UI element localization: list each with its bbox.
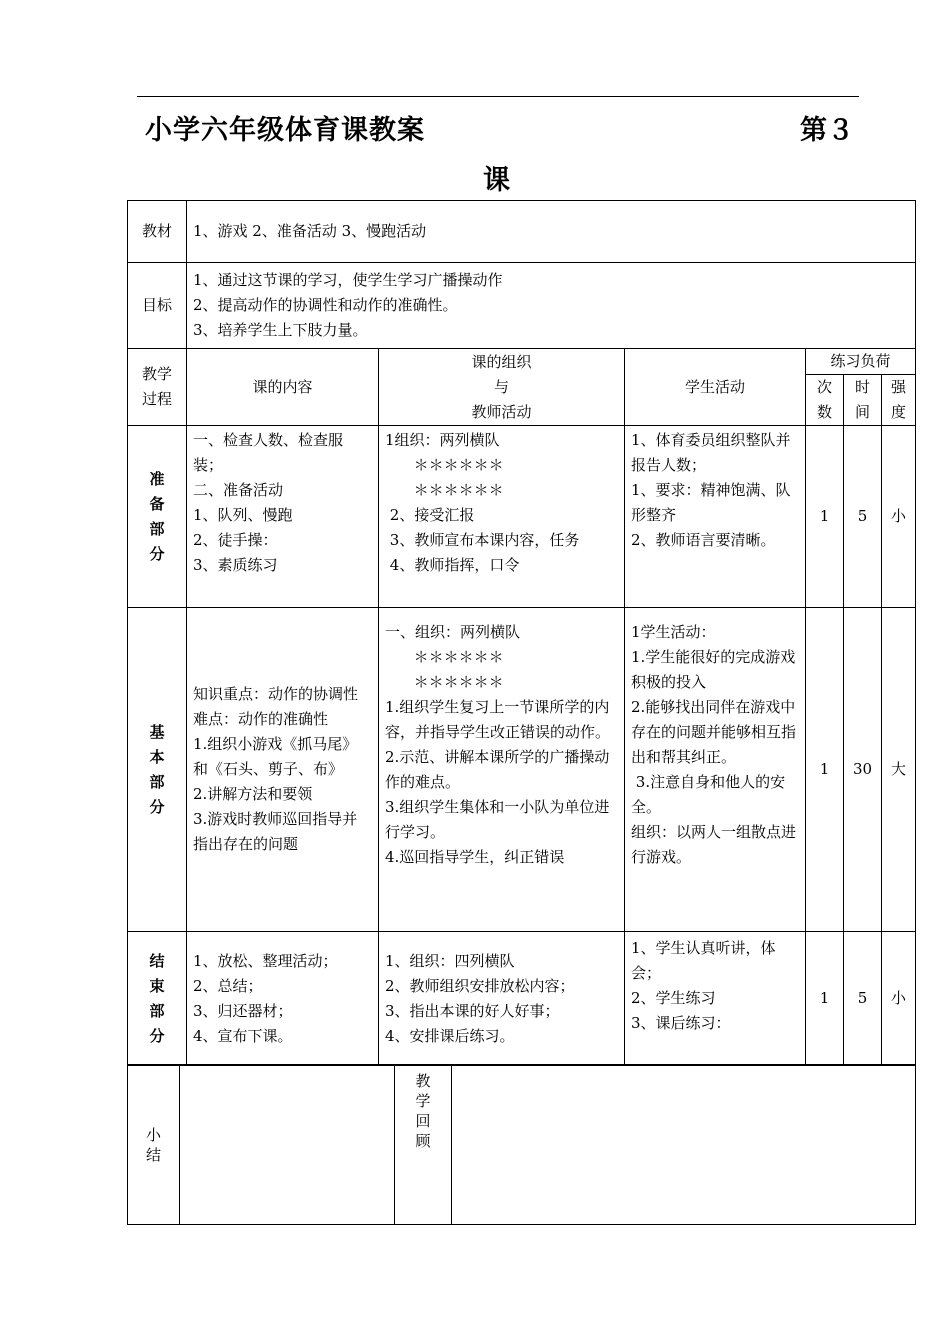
- content-header: 课的内容: [187, 349, 379, 426]
- times-header: 次数: [806, 375, 844, 426]
- section-closing-label: 结束部分: [128, 932, 187, 1066]
- load-header: 练习负荷: [806, 349, 916, 375]
- lesson-unit: 课: [483, 165, 510, 196]
- materials-label: 教材: [128, 201, 187, 263]
- closing-duration: 5: [844, 932, 882, 1066]
- basic-times: 1: [806, 608, 844, 932]
- closing-intensity: 小: [882, 932, 916, 1066]
- basic-intensity: 大: [882, 608, 916, 932]
- review-area: [452, 1065, 916, 1225]
- summary-table: [127, 1064, 916, 1225]
- top-rule: [137, 96, 859, 97]
- prep-times: 1: [806, 426, 844, 608]
- prep-student-activity: 1、体育委员组织整队并报告人数； 1、要求：精神饱满、队形整齐 2、教师语言要清晰。: [625, 426, 806, 608]
- lesson-plan-table: [127, 200, 916, 1066]
- basic-content: 知识重点：动作的协调性 难点：动作的准确性 1.组织小游戏《抓马尾》和《石头、剪子、布》 2.讲解方法和要领 3.游戏时教师巡回指导并指出存在的问题: [187, 608, 379, 932]
- basic-student-activity: 1学生活动： 1.学生能很好的完成游戏积极的投入 2.能够找出同伴在游戏中存在的问题并能够相互指出和帮其纠正。 3.注意自身和他人的安全。 组织：以两人一组散点进行游戏。: [625, 608, 806, 932]
- summary-label: 小结: [128, 1065, 180, 1225]
- lesson-number: 第３: [800, 115, 854, 146]
- closing-organization: 1、组织：四列横队 2、教师组织安排放松内容； 3、指出本课的好人好事； 4、安排课后练习。: [379, 932, 625, 1066]
- basic-organization: 一、组织：两列横队 ＊＊＊＊＊＊ ＊＊＊＊＊＊ 1.组织学生复习上一节课所学的内容，并指导学生改正错误的动作。 2.示范、讲解本课所学的广播操动作的难点。 3.组织学生集体和一小队为单位进行学习。 4.巡回指导学生，纠正错误: [379, 608, 625, 932]
- goal-line: 3、培养学生上下肢力量。: [193, 321, 368, 339]
- prep-organization: 1组织：两列横队 ＊＊＊＊＊＊ ＊＊＊＊＊＊ 2、接受汇报 3、教师宣布本课内容，任务 4、教师指挥，口令: [379, 426, 625, 608]
- duration-header: 时间: [844, 375, 882, 426]
- closing-student-activity: 1、学生认真听讲，体会； 2、学生练习 3、课后练习：: [625, 932, 806, 1066]
- goals-text: [187, 263, 916, 349]
- student-activity-header: 学生活动: [625, 349, 806, 426]
- prep-duration: 5: [844, 426, 882, 608]
- goals-label: 目标: [128, 263, 187, 349]
- page-title: 小学六年级体育课教案: [145, 115, 425, 146]
- review-label: 教学回顾: [395, 1065, 452, 1225]
- basic-duration: 30: [844, 608, 882, 932]
- closing-content: 1、放松、整理活动； 2、总结； 3、归还器材； 4、宣布下课。: [187, 932, 379, 1066]
- goal-line: 2、提高动作的协调性和动作的准确性。: [193, 296, 458, 314]
- section-prep-label: 准备部分: [128, 426, 187, 608]
- prep-intensity: 小: [882, 426, 916, 608]
- section-basic-label: 基本部分: [128, 608, 187, 932]
- closing-times: 1: [806, 932, 844, 1066]
- organization-header: 课的组织 与 教师活动: [379, 349, 625, 426]
- summary-area: [180, 1065, 395, 1225]
- prep-content: 一、检查人数、检查服装； 二、准备活动 1、队列、慢跑 2、徒手操： 3、素质练习: [187, 426, 379, 608]
- intensity-header: 强度: [882, 375, 916, 426]
- process-header: 教学过程: [128, 349, 187, 426]
- materials-text: 1、游戏 2、准备活动 3、慢跑活动: [187, 201, 916, 263]
- goal-line: 1、通过这节课的学习，使学生学习广播操动作: [193, 271, 503, 289]
